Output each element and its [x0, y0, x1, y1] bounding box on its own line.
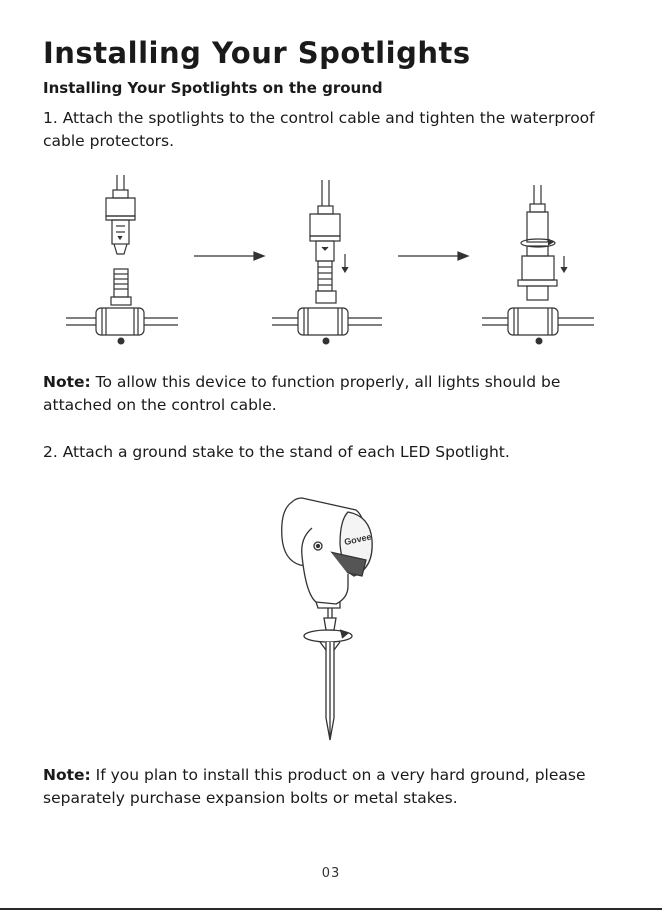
note-1 [43, 371, 623, 417]
footer-divider [0, 908, 662, 910]
step-marker-3 [536, 338, 543, 345]
arrow-right-icon [398, 252, 468, 260]
step-marker-1 [118, 338, 125, 345]
step-marker-2 [323, 338, 330, 345]
step-1-illustration [0, 170, 662, 360]
section-subtitle: Installing Your Spotlights on the ground [43, 79, 383, 97]
note-2-text: If you plan to install this product on a very hard ground, please separately purchase expansion bolts or metal stakes. [43, 766, 586, 807]
note-2-label: Note: [43, 766, 91, 784]
step-2-text: 2. Attach a ground stake to the stand of each LED Spotlight. [43, 443, 510, 461]
connector-figure-2 [272, 180, 382, 335]
note-2 [43, 764, 623, 810]
page-title: Installing Your Spotlights [43, 36, 471, 70]
note-1-label: Note: [43, 373, 91, 391]
spotlight-illustration [260, 490, 400, 745]
page-number: 03 [321, 866, 341, 881]
brand-logo: Govee [343, 531, 373, 548]
note-1-text: To allow this device to function properly, all lights should be attached on the control cable. [43, 373, 561, 414]
connector-figure-3 [482, 185, 594, 335]
arrow-right-icon [194, 252, 264, 260]
connector-figure-1 [66, 175, 178, 335]
rotation-arrow-icon [304, 630, 352, 642]
step-1-text: 1. Attach the spotlights to the control cable and tighten the waterproof cable protectors. [43, 109, 595, 150]
